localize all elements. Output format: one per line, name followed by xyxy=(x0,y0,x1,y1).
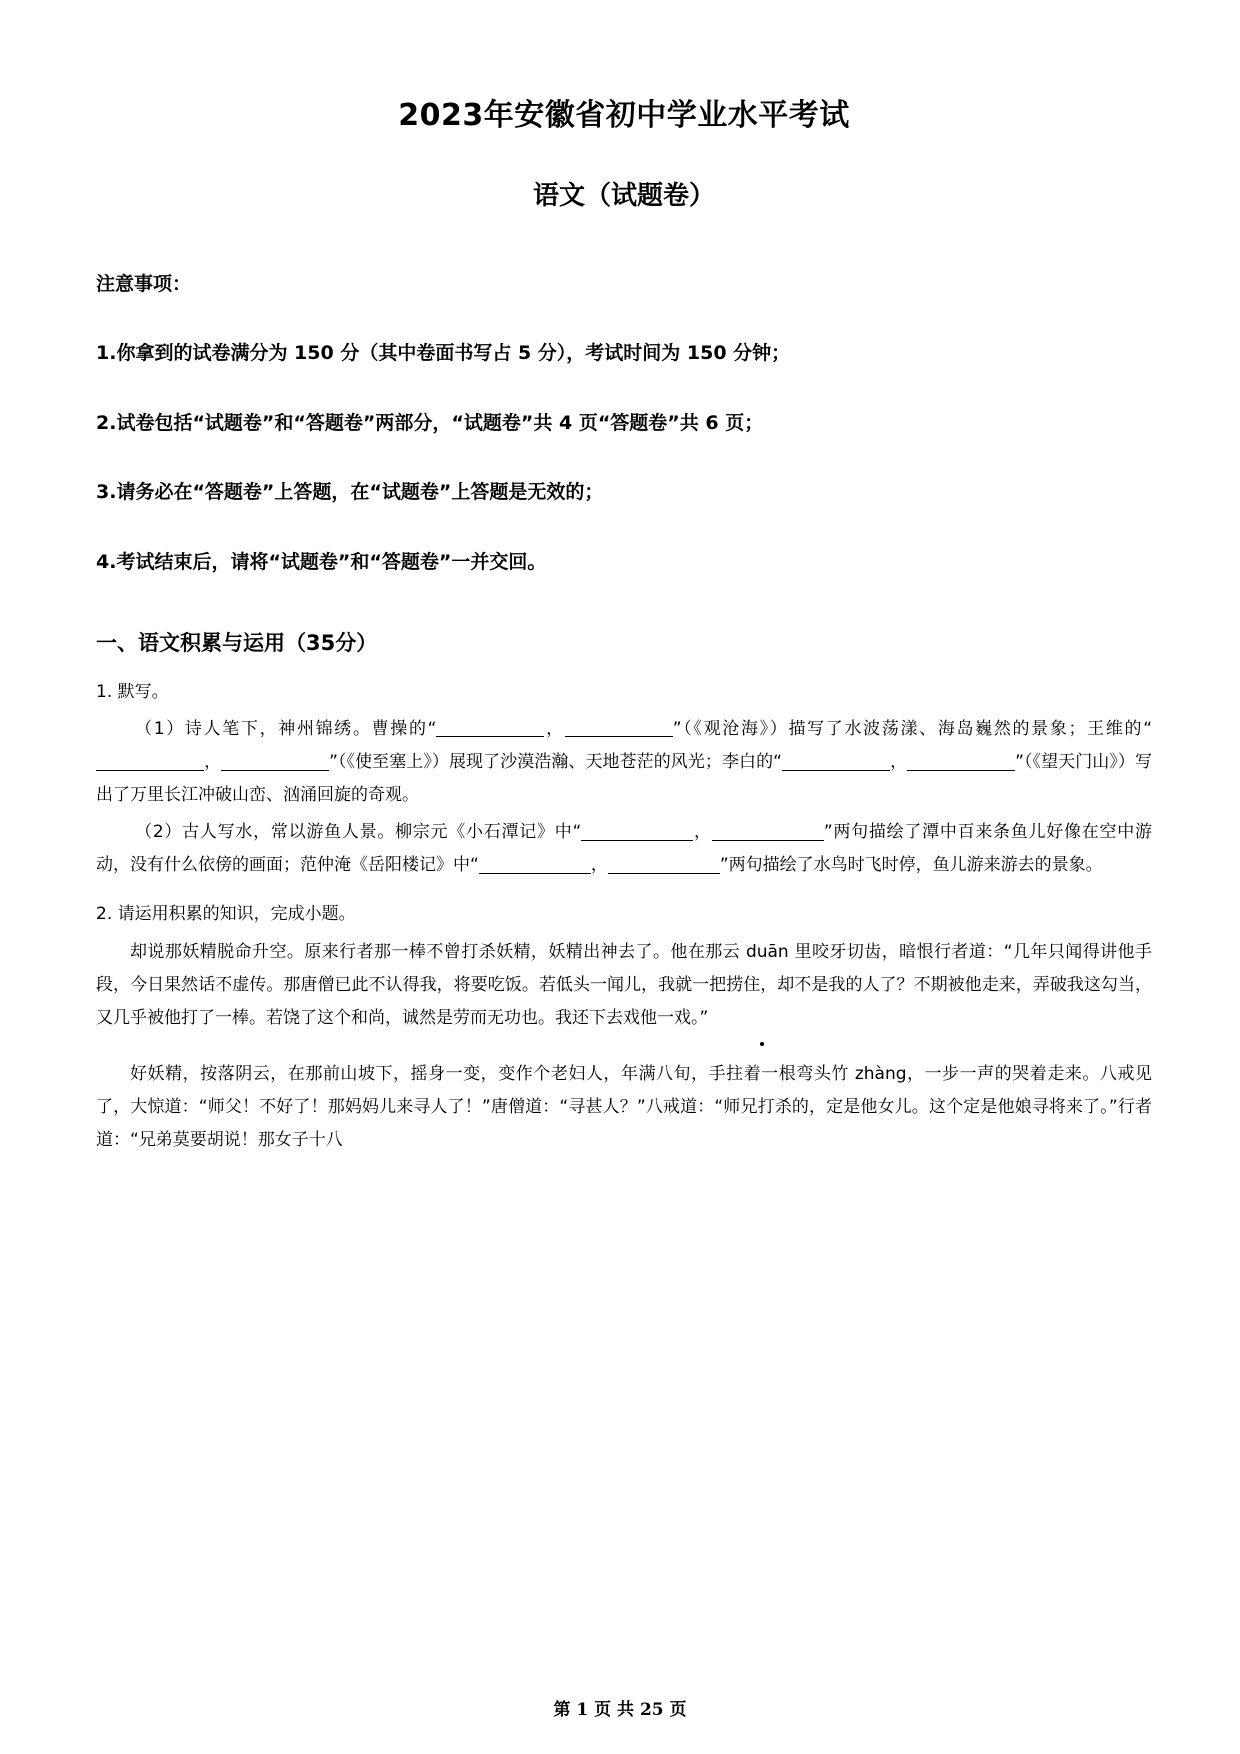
question-1-part-2: （2）古人写水，常以游鱼人景。柳宗元《小石潭记》中“ ， ”两句描绘了潭中百来条鱼儿好像在空中游动，没有什么依傍的画面；范仲淹《岳阳楼记》中“ ， ”两句描绘了水鸟时飞时停，鱼儿游来游去的景象。 xyxy=(96,822,1153,876)
answer-blank[interactable] xyxy=(608,855,720,874)
q1p1-text-c: ”（《使至塞上》）展现了沙漠浩瀚、天地苍茫的风光；李白的“ xyxy=(329,751,782,772)
page-title: 2023年安徽省初中学业水平考试 xyxy=(398,98,850,133)
q1p2-text-a: （2）古人写水，常以游鱼人景。柳宗元《小石潭记》中“ xyxy=(135,822,582,843)
notice-item-1: 1.你拿到的试卷满分为 150 分（其中卷面书写占 5 分），考试时间为 150 分钟； xyxy=(96,342,791,365)
notice-item-4: 4.考试结束后，请将“试题卷”和“答题卷”一并交回。 xyxy=(96,550,547,573)
section-heading-1: 一、语文积累与运用（35分） xyxy=(96,631,378,656)
answer-blank[interactable] xyxy=(907,752,1015,771)
notice-heading: 注意事项： xyxy=(96,272,192,295)
q1p2-text-b: ”两句描绘了潭中百来条鱼儿好像在空中游动，没有什么依傍的画面；范仲淹《岳阳楼记》中“ xyxy=(96,822,1153,876)
question-1-number: 1. 默写。 xyxy=(96,681,169,702)
answer-blank[interactable] xyxy=(581,822,693,841)
page-content xyxy=(96,0,1152,1157)
q1p1-text-d: ”（《望天门山》）写出了万里长江冲破山峦、汹涌回旋的奇观。 xyxy=(96,751,1152,806)
answer-blank[interactable] xyxy=(782,752,890,771)
answer-blank[interactable] xyxy=(712,822,824,841)
answer-blank[interactable] xyxy=(436,719,544,738)
q1p1-text-a: （1）诗人笔下，神州锦绣。曹操的“ xyxy=(135,718,437,739)
q1p1-text-b: ”（《观沧海》）描写了水波荡漾、海岛巍然的景象；王维的“ xyxy=(672,718,1153,739)
page-footer: 第 1 页 共 25 页 xyxy=(553,1700,687,1720)
answer-blank[interactable] xyxy=(565,719,673,738)
q1p2-text-c: ”两句描绘了水鸟时飞时停，鱼儿游来游去的景象。 xyxy=(719,855,1103,876)
answer-blank[interactable] xyxy=(479,855,591,874)
question-2-passage-1: 却说那妖精脱命升空。原来行者那一棒不曾打杀妖精，妖精出神去了。他在那云 duān 里咬牙切齿，暗恨行者道：“几年只闻得讲他手段，今日果然话不虚传。那唐僧已此不认得我，将要吃饭。若低头一闻儿，我就一把捞住，却不是我的人了？不期被他走来，弄破我这勾当，又几乎被他打了一棒。若饶了这个和尚，诚然是劳而无功也。我还下去戏他一戏。” xyxy=(96,941,1152,1028)
question-2-passage-2: 好妖精，按落阴云，在那前山坡下，摇身一变，变作个老妇人，年满八旬，手拄着一根弯头竹 zhàng，一步一声的哭着走来。八戒见了，大惊道：“师父！不好了！那妈妈儿来寻人了！”唐僧道：“寻甚人？”八戒道：“师兄打杀的，定是他女儿。这个定是他娘寻将来了。”行者道：“兄弟莫要胡说！那女子十八 xyxy=(96,1064,1152,1151)
answer-blank[interactable] xyxy=(96,752,204,771)
answer-blank[interactable] xyxy=(221,752,329,771)
question-2-number: 2. 请运用积累的知识，完成小题。 xyxy=(96,904,356,925)
question-1-part-1: （1）诗人笔下，神州锦绣。曹操的“ ， ”（《观沧海》）描写了水波荡漾、海岛巍然的景象；王维的“， ”（《使至塞上》）展现了沙漠浩瀚、天地苍茫的风光；李白的“ ， ”（《望天门山》）写出了万里长江冲破山峦、汹涌回旋的奇观。 xyxy=(96,718,1153,806)
page-subtitle: 语文（试题卷） xyxy=(532,180,715,211)
notice-item-3: 3.请务必在“答题卷”上答题，在“试题卷”上答题是无效的； xyxy=(96,481,604,504)
notice-item-2: 2.试卷包括“试题卷”和“答题卷”两部分，“试题卷”共 4 页“答题卷”共 6 页； xyxy=(96,411,764,434)
